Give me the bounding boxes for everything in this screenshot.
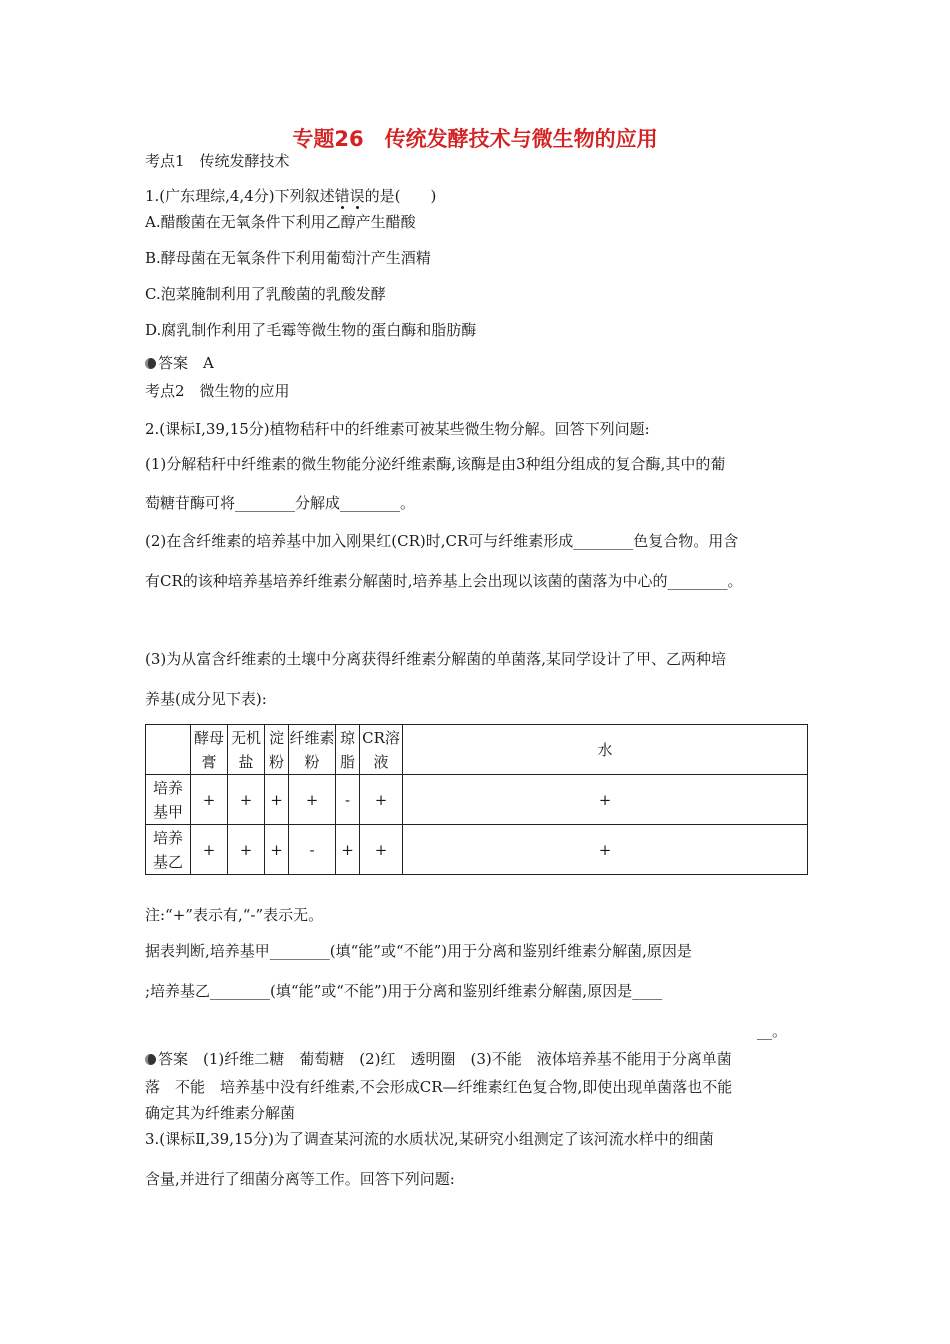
section-heading-1: 考点1 传统发酵技术 xyxy=(145,152,290,170)
table-cell: 培养基乙 xyxy=(146,825,191,875)
q2-part2-line2: 有CR的该种培养基培养纤维素分解菌时,培养基上会出现以该菌的菌落为中心的________。 xyxy=(145,572,743,590)
question-3-line1: 3.(课标Ⅱ,39,15分)为了调查某河流的水质状况,某研究小组测定了该河流水样中的细菌 xyxy=(145,1130,714,1148)
answer-2-text: 答案 (1)纤维二糖 葡萄糖 (2)红 透明圈 (3)不能 液体培养基不能用于分离单菌 xyxy=(158,1050,732,1068)
table-cell: + xyxy=(191,775,228,825)
page-title: 专题26 传统发酵技术与微生物的应用 xyxy=(292,127,658,151)
option-c: C.泡菜腌制利用了乳酸菌的乳酸发酵 xyxy=(145,285,386,303)
table-header-cell: 水 xyxy=(403,725,808,775)
table-cell: + xyxy=(191,825,228,875)
table-header-row xyxy=(146,725,808,775)
option-b: B.酵母菌在无氧条件下利用葡萄汁产生酒精 xyxy=(145,249,431,267)
question-1-stem xyxy=(145,187,436,205)
answer-2-line3: 确定其为纤维素分解菌 xyxy=(145,1104,296,1122)
q2-judge-line3: __。 xyxy=(757,1022,788,1040)
q2-judge-line1: 据表判断,培养基甲________(填“能”或“不能”)用于分离和鉴别纤维素分解菌,原因是 xyxy=(145,942,692,960)
table-cell: + xyxy=(360,775,403,825)
table-cell: + xyxy=(403,775,808,825)
option-a: A.醋酸菌在无氧条件下利用乙醇产生醋酸 xyxy=(145,213,416,231)
table-header-cell: 琼脂 xyxy=(336,725,360,775)
q2-part1-line2: 萄糖苷酶可将________分解成________。 xyxy=(145,494,416,512)
table-row xyxy=(146,775,808,825)
section-heading-2: 考点2 微生物的应用 xyxy=(145,382,290,400)
answer-2-line2: 落 不能 培养基中没有纤维素,不会形成CR—纤维素红色复合物,即使出现单菌落也不能 xyxy=(145,1078,733,1096)
table-cell: + xyxy=(265,775,289,825)
table-cell: + xyxy=(265,825,289,875)
q2-part2-line1: (2)在含纤维素的培养基中加入刚果红(CR)时,CR可与纤维素形成________色复合物。用含 xyxy=(145,532,739,550)
table-note: 注:“+”表示有,“-”表示无。 xyxy=(145,906,324,924)
q2-part3-line2: 养基(成分见下表): xyxy=(145,690,267,708)
table-cell: + xyxy=(403,825,808,875)
table-cell: - xyxy=(289,825,336,875)
table-cell: + xyxy=(360,825,403,875)
q2-judge-line2: ;培养基乙________(填“能”或“不能”)用于分离和鉴别纤维素分解菌,原因是____ xyxy=(145,982,663,1000)
emphasis-char: 错 xyxy=(334,187,350,205)
table-cell: 培养基甲 xyxy=(146,775,191,825)
table-cell: + xyxy=(289,775,336,825)
option-d: D.腐乳制作利用了毛霉等微生物的蛋白酶和脂肪酶 xyxy=(145,321,477,339)
question-1-stem-start: 1.(广东理综,4,4分)下列叙述 xyxy=(145,187,335,205)
q2-part1-line1: (1)分解秸秆中纤维素的微生物能分泌纤维素酶,该酶是由3种组分组成的复合酶,其中的葡 xyxy=(145,455,726,473)
question-2-stem: 2.(课标Ⅰ,39,15分)植物秸秆中的纤维素可被某些微生物分解。回答下列问题: xyxy=(145,420,650,438)
table-header-cell xyxy=(146,725,191,775)
table-cell: - xyxy=(336,775,360,825)
table-header-cell: 酵母膏 xyxy=(191,725,228,775)
table-cell: + xyxy=(228,825,265,875)
table-row xyxy=(146,825,808,875)
table-header-cell: CR溶液 xyxy=(360,725,403,775)
q2-part3-line1: (3)为从富含纤维素的土壤中分离获得纤维素分解菌的单菌落,某同学设计了甲、乙两种培 xyxy=(145,650,727,668)
answer-1-text: 答案 A xyxy=(158,354,214,372)
question-1-stem-end: 的是( ) xyxy=(364,187,437,205)
answer-marker-icon xyxy=(145,358,156,369)
answer-1 xyxy=(145,354,214,372)
table-header-cell: 淀粉 xyxy=(265,725,289,775)
emphasis-char: 误 xyxy=(349,187,365,205)
answer-2-line1 xyxy=(145,1050,732,1068)
table-header-cell: 纤维素粉 xyxy=(289,725,336,775)
table-cell: + xyxy=(336,825,360,875)
table-cell: + xyxy=(228,775,265,825)
media-composition-table xyxy=(145,724,808,875)
answer-marker-icon xyxy=(145,1054,156,1065)
table-header-cell: 无机盐 xyxy=(228,725,265,775)
question-3-line2: 含量,并进行了细菌分离等工作。回答下列问题: xyxy=(145,1170,455,1188)
